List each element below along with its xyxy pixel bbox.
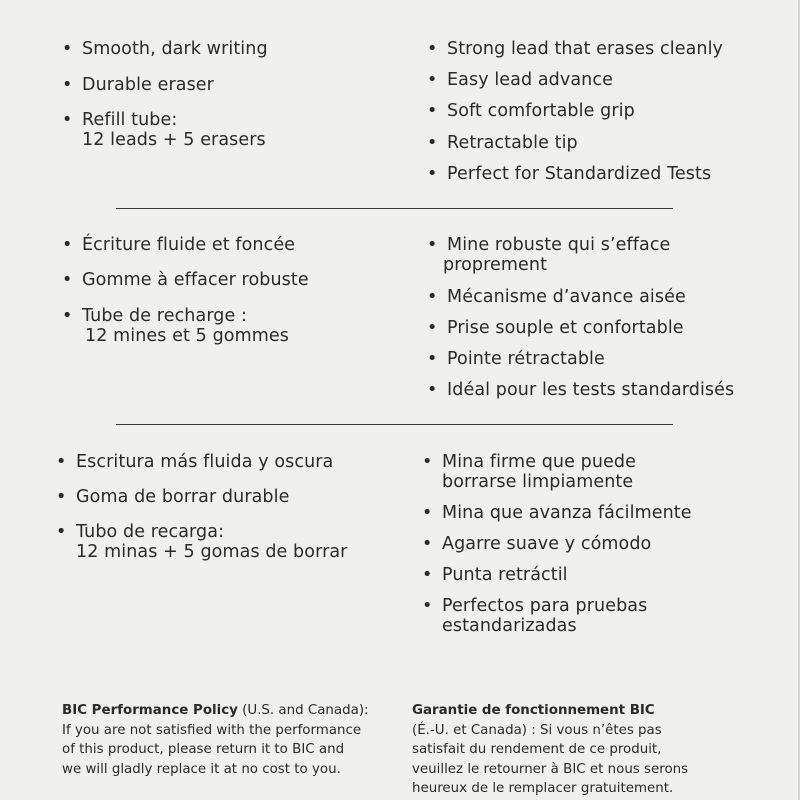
feature-text: borrarse limpiamente (442, 472, 634, 492)
feature-text: Prise souple et confortable (447, 318, 684, 338)
divider (116, 208, 673, 209)
bullet-icon: • (427, 349, 438, 369)
bullet-icon: • (62, 235, 73, 255)
feature-text: Écriture fluide et foncée (82, 235, 296, 255)
policy-heading (62, 701, 402, 721)
feature-text: Soft comfortable grip (447, 101, 635, 121)
feature-text: Goma de borrar durable (76, 487, 290, 507)
bullet-icon: • (427, 235, 438, 255)
feature-text: Agarre suave y cómodo (442, 534, 652, 554)
policy-line: If you are not satisfied with the performance (62, 722, 362, 738)
bullet-icon: • (62, 110, 73, 130)
policy-title: BIC Performance Policy (62, 703, 238, 718)
feature-text: Perfect for Standardized Tests (447, 164, 712, 184)
feature-text: proprement (443, 255, 548, 275)
bullet-icon: • (62, 75, 73, 95)
bullet-icon: • (62, 306, 73, 326)
bullet-icon: • (427, 318, 438, 338)
bullet-icon: • (427, 39, 438, 59)
bullet-icon: • (427, 101, 438, 121)
policy-line: (É.-U. et Canada) : Si vous n’êtes pas (412, 722, 662, 738)
policy-region: (U.S. and Canada): (237, 703, 369, 718)
feature-text: Mina que avanza fácilmente (442, 503, 692, 523)
feature-text: Pointe rétractable (447, 349, 605, 369)
bullet-icon: • (62, 39, 73, 59)
bullet-icon: • (422, 534, 433, 554)
bullet-icon: • (427, 287, 438, 307)
bullet-icon: • (422, 596, 433, 616)
feature-text: Mina firme que puede (442, 452, 636, 472)
feature-text: Escritura más fluida y oscura (76, 452, 334, 472)
bullet-icon: • (56, 452, 67, 472)
feature-text: estandarizadas (442, 616, 577, 636)
feature-text: Gomme à effacer robuste (82, 270, 309, 290)
feature-text: Retractable tip (447, 133, 578, 153)
bullet-icon: • (62, 270, 73, 290)
bullet-icon: • (422, 452, 433, 472)
policy-line: we will gladly replace it at no cost to you. (62, 761, 341, 777)
bullet-icon: • (422, 565, 433, 585)
feature-text: 12 leads + 5 erasers (82, 130, 266, 150)
policy-line: veuillez le retourner à BIC et nous serons (412, 761, 689, 777)
feature-text: Tubo de recarga: (76, 522, 225, 542)
bullet-icon: • (56, 487, 67, 507)
feature-text: Refill tube: (82, 110, 178, 130)
feature-text: Easy lead advance (447, 70, 613, 90)
feature-text: Durable eraser (82, 75, 214, 95)
feature-text: Mine robuste qui s’efface (447, 235, 671, 255)
divider (116, 424, 673, 425)
policy-title: Garantie de fonctionnement BIC (412, 703, 655, 718)
feature-text: Strong lead that erases cleanly (447, 39, 724, 59)
feature-text: Punta retráctil (442, 565, 568, 585)
feature-text: 12 minas + 5 gomas de borrar (76, 542, 348, 562)
feature-text: Tube de recharge : (82, 306, 248, 326)
feature-text: Mécanisme d’avance aisée (447, 287, 686, 307)
bullet-icon: • (422, 503, 433, 523)
bullet-icon: • (427, 164, 438, 184)
policy-line: of this product, please return it to BIC and (62, 742, 345, 757)
bullet-icon: • (427, 70, 438, 90)
bullet-icon: • (427, 380, 438, 400)
policy-heading (412, 701, 792, 721)
policy-english (62, 701, 402, 779)
feature-text: Idéal pour les tests standardisés (447, 380, 735, 400)
feature-text: Smooth, dark writing (82, 39, 268, 59)
feature-text: 12 mines et 5 gommes (85, 326, 289, 346)
bullet-icon: • (56, 522, 67, 542)
policy-line: satisfait du rendement de ce produit, (412, 742, 662, 757)
policy-line: heureux de le remplacer gratuitement. (412, 781, 674, 796)
bullet-icon: • (427, 133, 438, 153)
policy-french (412, 701, 792, 799)
feature-text: Perfectos para pruebas (442, 596, 648, 616)
